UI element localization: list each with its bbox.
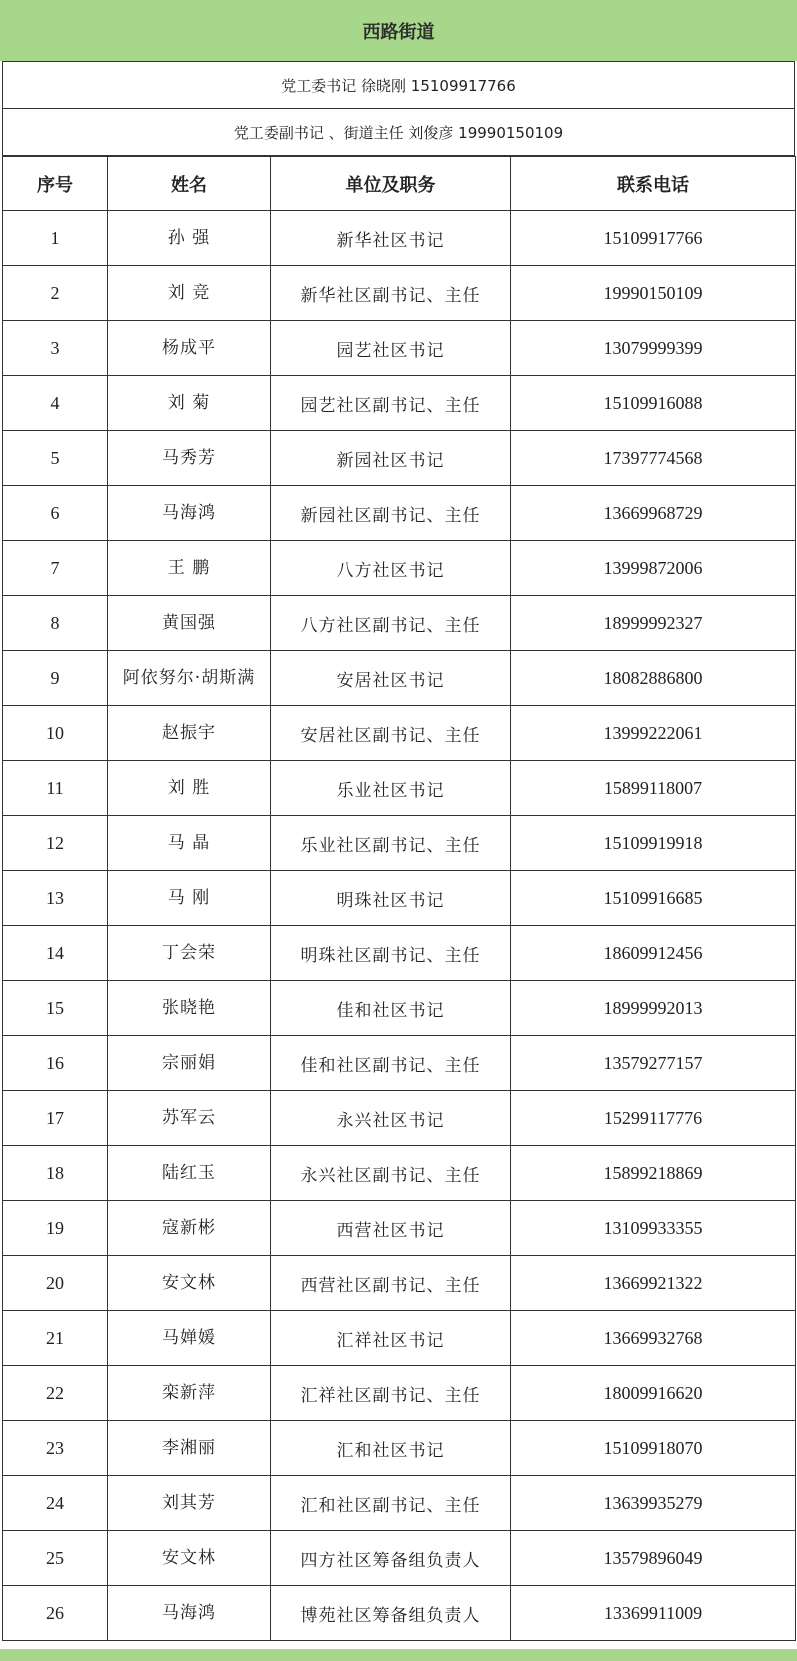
row-index: 21 xyxy=(3,1311,108,1366)
row-unit: 八方社区副书记、主任 xyxy=(271,596,511,651)
row-phone: 13369911009 xyxy=(511,1586,796,1641)
row-phone: 13639935279 xyxy=(511,1476,796,1531)
row-name: 陆红玉 xyxy=(108,1146,271,1201)
row-index: 9 xyxy=(3,651,108,706)
row-index: 4 xyxy=(3,376,108,431)
row-phone: 17397774568 xyxy=(511,431,796,486)
table-row xyxy=(3,1146,796,1201)
row-index: 7 xyxy=(3,541,108,596)
row-unit: 博苑社区筹备组负责人 xyxy=(271,1586,511,1641)
column-header-name: 姓名 xyxy=(108,157,271,211)
row-unit: 园艺社区副书记、主任 xyxy=(271,376,511,431)
row-phone: 13109933355 xyxy=(511,1201,796,1256)
row-name: 马海鸿 xyxy=(108,1586,271,1641)
row-unit: 安居社区书记 xyxy=(271,651,511,706)
row-phone: 15109918070 xyxy=(511,1421,796,1476)
row-phone: 13669968729 xyxy=(511,486,796,541)
table-row xyxy=(3,431,796,486)
row-name: 马 晶 xyxy=(108,816,271,871)
row-unit: 永兴社区副书记、主任 xyxy=(271,1146,511,1201)
table-row xyxy=(3,321,796,376)
contact-sheet xyxy=(2,61,795,1641)
table-row xyxy=(3,816,796,871)
row-index: 11 xyxy=(3,761,108,816)
row-index: 25 xyxy=(3,1531,108,1586)
row-name: 马婵媛 xyxy=(108,1311,271,1366)
row-phone: 19990150109 xyxy=(511,266,796,321)
row-name: 阿依努尔·胡斯满 xyxy=(108,651,271,706)
row-name: 王 鹏 xyxy=(108,541,271,596)
row-unit: 永兴社区书记 xyxy=(271,1091,511,1146)
table-row xyxy=(3,376,796,431)
row-phone: 15899218869 xyxy=(511,1146,796,1201)
row-index: 6 xyxy=(3,486,108,541)
row-index: 19 xyxy=(3,1201,108,1256)
table-row xyxy=(3,1531,796,1586)
row-name: 宗丽娟 xyxy=(108,1036,271,1091)
table-row xyxy=(3,1421,796,1476)
row-name: 安文林 xyxy=(108,1531,271,1586)
row-index: 8 xyxy=(3,596,108,651)
row-phone: 13669921322 xyxy=(511,1256,796,1311)
row-phone: 13079999399 xyxy=(511,321,796,376)
table-body xyxy=(3,211,796,1641)
row-index: 14 xyxy=(3,926,108,981)
row-unit: 西营社区书记 xyxy=(271,1201,511,1256)
row-name: 赵振宇 xyxy=(108,706,271,761)
row-phone: 13999872006 xyxy=(511,541,796,596)
row-phone: 18082886800 xyxy=(511,651,796,706)
row-index: 20 xyxy=(3,1256,108,1311)
row-name: 寇新彬 xyxy=(108,1201,271,1256)
row-phone: 15109917766 xyxy=(511,211,796,266)
row-name: 丁会荣 xyxy=(108,926,271,981)
table-row xyxy=(3,926,796,981)
column-header-index: 序号 xyxy=(3,157,108,211)
leader-secretary: 党工委书记 徐晓刚 15109917766 xyxy=(3,62,795,109)
row-name: 孙 强 xyxy=(108,211,271,266)
bottom-bar xyxy=(0,1649,797,1661)
row-unit: 乐业社区副书记、主任 xyxy=(271,816,511,871)
row-phone: 15109916685 xyxy=(511,871,796,926)
row-phone: 18609912456 xyxy=(511,926,796,981)
table-row xyxy=(3,1036,796,1091)
row-unit: 新园社区书记 xyxy=(271,431,511,486)
row-index: 17 xyxy=(3,1091,108,1146)
row-unit: 汇祥社区副书记、主任 xyxy=(271,1366,511,1421)
row-phone: 15109916088 xyxy=(511,376,796,431)
row-unit: 四方社区筹备组负责人 xyxy=(271,1531,511,1586)
table-row xyxy=(3,1366,796,1421)
leader-row xyxy=(3,62,795,109)
table-row xyxy=(3,981,796,1036)
row-index: 13 xyxy=(3,871,108,926)
row-name: 苏军云 xyxy=(108,1091,271,1146)
table-row xyxy=(3,1256,796,1311)
contact-table xyxy=(2,156,796,1641)
table-row xyxy=(3,706,796,761)
row-name: 李湘丽 xyxy=(108,1421,271,1476)
row-index: 2 xyxy=(3,266,108,321)
row-index: 10 xyxy=(3,706,108,761)
row-index: 24 xyxy=(3,1476,108,1531)
column-header-phone: 联系电话 xyxy=(511,157,796,211)
row-name: 张晓艳 xyxy=(108,981,271,1036)
row-phone: 15899118007 xyxy=(511,761,796,816)
row-index: 16 xyxy=(3,1036,108,1091)
row-index: 22 xyxy=(3,1366,108,1421)
row-index: 18 xyxy=(3,1146,108,1201)
row-unit: 乐业社区书记 xyxy=(271,761,511,816)
row-name: 马 刚 xyxy=(108,871,271,926)
row-index: 15 xyxy=(3,981,108,1036)
row-name: 杨成平 xyxy=(108,321,271,376)
table-row xyxy=(3,486,796,541)
table-row xyxy=(3,651,796,706)
leader-row xyxy=(3,109,795,156)
row-index: 3 xyxy=(3,321,108,376)
row-phone: 15109919918 xyxy=(511,816,796,871)
row-unit: 园艺社区书记 xyxy=(271,321,511,376)
row-unit: 安居社区副书记、主任 xyxy=(271,706,511,761)
table-row xyxy=(3,1476,796,1531)
row-phone: 18009916620 xyxy=(511,1366,796,1421)
leaders-table xyxy=(2,61,795,156)
row-phone: 13669932768 xyxy=(511,1311,796,1366)
row-index: 12 xyxy=(3,816,108,871)
table-row xyxy=(3,596,796,651)
row-name: 栾新萍 xyxy=(108,1366,271,1421)
table-row xyxy=(3,1091,796,1146)
row-index: 5 xyxy=(3,431,108,486)
row-name: 刘 胜 xyxy=(108,761,271,816)
row-unit: 汇和社区副书记、主任 xyxy=(271,1476,511,1531)
row-phone: 13999222061 xyxy=(511,706,796,761)
row-unit: 明珠社区书记 xyxy=(271,871,511,926)
row-name: 刘其芳 xyxy=(108,1476,271,1531)
row-phone: 18999992013 xyxy=(511,981,796,1036)
row-name: 安文林 xyxy=(108,1256,271,1311)
row-name: 刘 菊 xyxy=(108,376,271,431)
row-unit: 汇祥社区书记 xyxy=(271,1311,511,1366)
table-row xyxy=(3,1586,796,1641)
row-index: 23 xyxy=(3,1421,108,1476)
row-unit: 八方社区书记 xyxy=(271,541,511,596)
table-row xyxy=(3,1201,796,1256)
row-phone: 15299117776 xyxy=(511,1091,796,1146)
row-unit: 新华社区书记 xyxy=(271,211,511,266)
table-row xyxy=(3,266,796,321)
row-unit: 汇和社区书记 xyxy=(271,1421,511,1476)
table-row xyxy=(3,211,796,266)
table-header-row xyxy=(3,157,796,211)
row-name: 马海鸿 xyxy=(108,486,271,541)
row-phone: 13579277157 xyxy=(511,1036,796,1091)
row-unit: 明珠社区副书记、主任 xyxy=(271,926,511,981)
page-title-banner xyxy=(0,0,797,61)
table-row xyxy=(3,871,796,926)
row-unit: 新华社区副书记、主任 xyxy=(271,266,511,321)
row-unit: 西营社区副书记、主任 xyxy=(271,1256,511,1311)
row-unit: 新园社区副书记、主任 xyxy=(271,486,511,541)
row-index: 1 xyxy=(3,211,108,266)
row-unit: 佳和社区书记 xyxy=(271,981,511,1036)
page-title: 西路街道 xyxy=(362,21,435,43)
leader-deputy-director: 党工委副书记 、街道主任 刘俊彦 19990150109 xyxy=(3,109,795,156)
row-phone: 18999992327 xyxy=(511,596,796,651)
row-name: 马秀芳 xyxy=(108,431,271,486)
table-row xyxy=(3,1311,796,1366)
row-index: 26 xyxy=(3,1586,108,1641)
row-phone: 13579896049 xyxy=(511,1531,796,1586)
table-row xyxy=(3,761,796,816)
row-unit: 佳和社区副书记、主任 xyxy=(271,1036,511,1091)
table-row xyxy=(3,541,796,596)
row-name: 黄国强 xyxy=(108,596,271,651)
column-header-unit: 单位及职务 xyxy=(271,157,511,211)
row-name: 刘 竞 xyxy=(108,266,271,321)
